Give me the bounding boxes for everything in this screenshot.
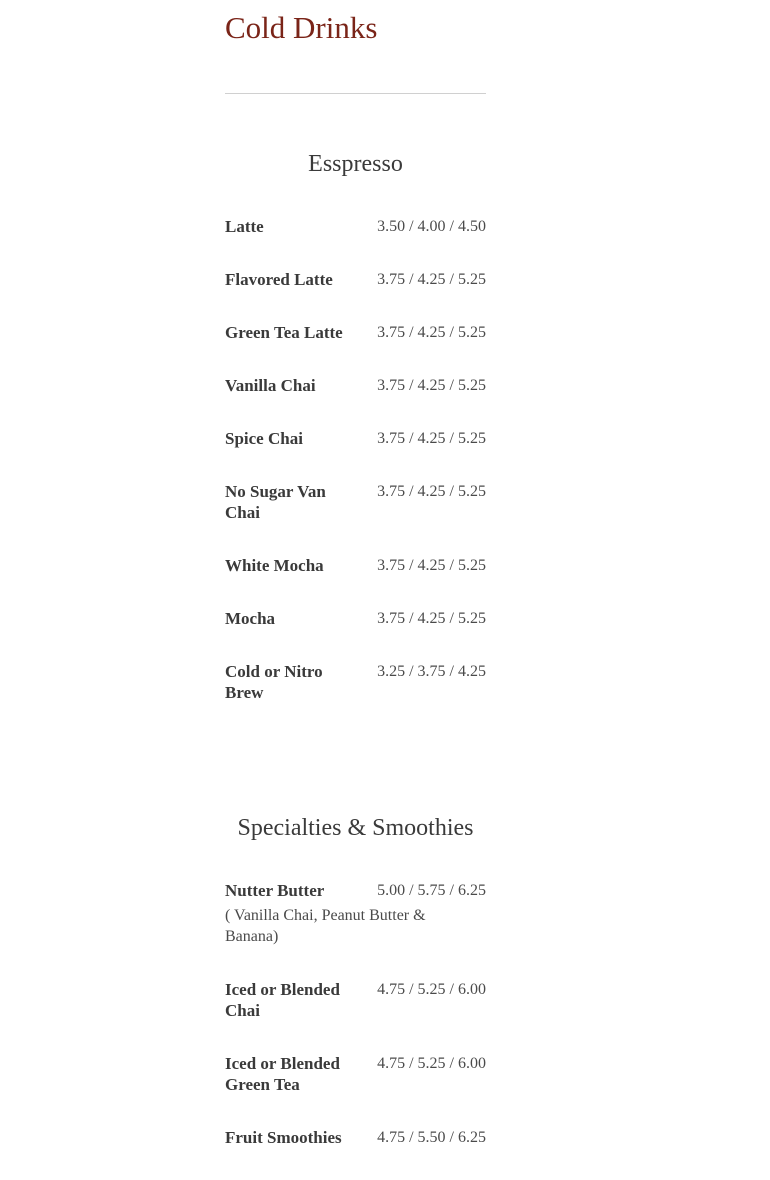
menu-item xyxy=(225,322,486,343)
item-price: 4.75 / 5.25 / 6.00 xyxy=(377,981,486,998)
menu-item xyxy=(225,1053,486,1095)
item-price: 3.75 / 4.25 / 5.25 xyxy=(377,557,486,574)
menu-container xyxy=(225,0,486,1180)
espresso-section xyxy=(225,149,486,703)
item-name: Nutter Butter xyxy=(225,881,325,900)
item-name: Fruit Smoothies xyxy=(225,1128,342,1147)
menu-item xyxy=(225,608,486,629)
item-price: 4.75 / 5.50 / 6.25 xyxy=(377,1129,486,1146)
divider xyxy=(225,93,486,94)
item-price: 3.75 / 4.25 / 5.25 xyxy=(377,271,486,288)
menu-item xyxy=(225,216,486,237)
item-price: 3.50 / 4.00 / 4.50 xyxy=(377,218,486,235)
item-name: Green Tea Latte xyxy=(225,323,343,342)
item-name: Flavored Latte xyxy=(225,270,333,289)
page-title: Cold Drinks xyxy=(225,10,378,45)
menu-item xyxy=(225,375,486,396)
item-price: 4.75 / 5.25 / 6.00 xyxy=(377,1055,486,1072)
specialties-section xyxy=(225,813,486,1148)
item-name: Latte xyxy=(225,217,264,236)
menu-item xyxy=(225,661,486,703)
item-price: 3.75 / 4.25 / 5.25 xyxy=(377,610,486,627)
item-name: Mocha xyxy=(225,609,276,628)
item-name: Vanilla Chai xyxy=(225,376,316,395)
item-name: White Mocha xyxy=(225,556,324,575)
item-name: Iced or Blended Chai xyxy=(225,980,340,1020)
section-title-specialties: Specialties & Smoothies xyxy=(237,815,474,841)
item-name: Cold or Nitro Brew xyxy=(225,662,323,702)
menu-item xyxy=(225,1127,486,1148)
menu-item xyxy=(225,269,486,290)
item-price: 3.75 / 4.25 / 5.25 xyxy=(377,377,486,394)
menu-item xyxy=(225,979,486,1021)
item-description: ( Vanilla Chai, Peanut Butter & Banana) xyxy=(225,907,426,945)
item-price: 3.75 / 4.25 / 5.25 xyxy=(377,324,486,341)
item-name: No Sugar Van Chai xyxy=(225,482,326,522)
menu-item xyxy=(225,880,486,947)
menu-item xyxy=(225,428,486,449)
item-name: Iced or Blended Green Tea xyxy=(225,1054,340,1094)
item-price: 5.00 / 5.75 / 6.25 xyxy=(377,882,486,899)
item-name: Spice Chai xyxy=(225,429,303,448)
section-title-espresso: Esspresso xyxy=(308,151,403,177)
item-price: 3.25 / 3.75 / 4.25 xyxy=(377,663,486,680)
menu-item xyxy=(225,555,486,576)
item-price: 3.75 / 4.25 / 5.25 xyxy=(377,483,486,500)
item-price: 3.75 / 4.25 / 5.25 xyxy=(377,430,486,447)
menu-item xyxy=(225,481,486,523)
